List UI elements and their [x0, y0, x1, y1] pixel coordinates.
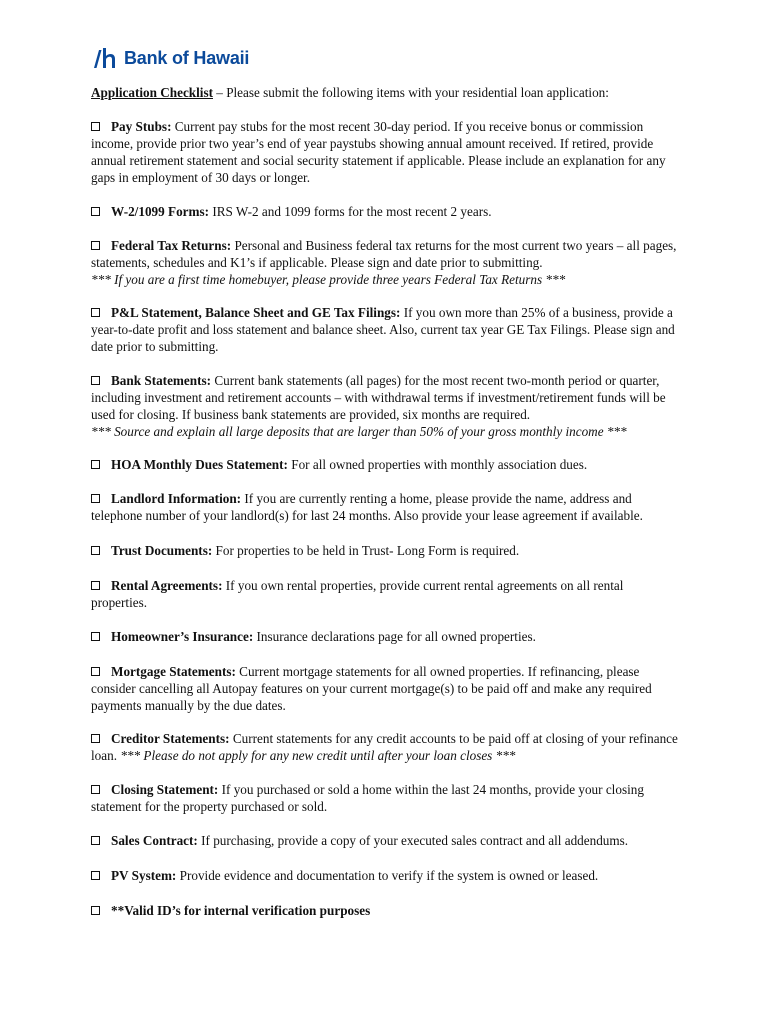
checklist-item-homeowners-insurance	[91, 628, 681, 645]
item-text: Current pay stubs for the most recent 30-day period. If you receive bonus or commission income, provide prior two year’s end of year paystubs showing annual amount received. If retired, provide annual retirement statement and social security statement if applicable. Please include an explanation for any gaps in employment of 30 days or longer.	[91, 119, 666, 185]
item-label: Closing Statement:	[111, 782, 219, 797]
checklist-item-w2-1099	[91, 203, 681, 220]
item-label: Creditor Statements:	[111, 731, 230, 746]
checklist-heading: Application Checklist	[91, 85, 213, 100]
checklist-item-pv-system	[91, 867, 681, 884]
item-note: *** If you are a first time homebuyer, please provide three years Federal Tax Returns ***	[91, 272, 566, 287]
item-text: Personal and Business federal tax returns for the most current two years – all pages, statements, schedules and K1’s if applicable. Please sign and date prior to submitting.	[91, 238, 677, 270]
checklist-item-bank-statements	[91, 372, 681, 440]
checklist-item-closing-statement	[91, 781, 681, 815]
item-text: If you purchased or sold a home within the last 24 months, provide your closing statement for the property purchased or sold.	[91, 782, 644, 814]
item-note: *** Please do not apply for any new credit until after your loan closes ***	[120, 748, 516, 763]
checkbox-icon[interactable]	[91, 494, 100, 503]
item-label: Landlord Information:	[111, 491, 242, 506]
item-text: If purchasing, provide a copy of your executed sales contract and all addendums.	[197, 833, 629, 848]
item-text: IRS W-2 and 1099 forms for the most recent 2 years.	[209, 204, 492, 219]
bank-logo-icon	[92, 47, 118, 69]
item-text: Current bank statements (all pages) for the most recent two-month period or quarter, including investment and retirement accounts – with withdrawal terms if investment/retirement funds will be used for closing. If business bank statements are provided, six months are required.	[91, 373, 666, 422]
checklist-item-valid-ids	[91, 902, 681, 919]
checkbox-icon[interactable]	[91, 207, 100, 216]
checkbox-icon[interactable]	[91, 308, 100, 317]
checkbox-icon[interactable]	[91, 836, 100, 845]
checkbox-icon[interactable]	[91, 871, 100, 880]
item-label: P&L Statement, Balance Sheet and GE Tax Filings:	[111, 305, 401, 320]
item-label: Mortgage Statements:	[111, 664, 236, 679]
item-label: Federal Tax Returns:	[111, 238, 232, 253]
item-label: PV System:	[111, 868, 177, 883]
item-text: If you own rental properties, provide current rental agreements on all rental properties.	[91, 578, 624, 610]
checkbox-icon[interactable]	[91, 581, 100, 590]
item-label: Trust Documents:	[111, 543, 213, 558]
item-text: Current statements for any credit accounts to be paid off at closing of your refinance loan.	[91, 731, 678, 763]
item-label: W-2/1099 Forms:	[111, 204, 210, 219]
item-note: *** Source and explain all large deposits that are larger than 50% of your gross monthly income ***	[91, 424, 627, 439]
item-label: Rental Agreements:	[111, 578, 223, 593]
bank-logo	[92, 47, 249, 69]
checklist-item-pay-stubs	[91, 118, 681, 186]
checklist-item-hoa-dues	[91, 456, 681, 473]
checkbox-icon[interactable]	[91, 241, 100, 250]
item-text: Insurance declarations page for all owned properties.	[253, 629, 536, 644]
item-label: Homeowner’s Insurance:	[111, 629, 254, 644]
intro-text: – Please submit the following items with your residential loan application:	[213, 85, 609, 100]
checkbox-icon[interactable]	[91, 906, 100, 915]
checkbox-icon[interactable]	[91, 785, 100, 794]
checklist-item-pl-statement	[91, 304, 681, 355]
checkbox-icon[interactable]	[91, 734, 100, 743]
item-text: Current mortgage statements for all owned properties. If refinancing, please consider cancelling all Autopay features on your current mortgage(s) to be paid off and make any required payments manually by the due dates.	[91, 664, 652, 713]
checklist-item-rental-agreements	[91, 577, 681, 611]
item-text: For all owned properties with monthly association dues.	[287, 457, 588, 472]
item-label: HOA Monthly Dues Statement:	[111, 457, 288, 472]
item-label: Sales Contract:	[111, 833, 198, 848]
checkbox-icon[interactable]	[91, 632, 100, 641]
item-label: Pay Stubs:	[111, 119, 172, 134]
checklist-item-landlord-information	[91, 490, 681, 524]
checkbox-icon[interactable]	[91, 667, 100, 676]
checklist-item-federal-tax-returns	[91, 237, 681, 288]
checklist-item-mortgage-statements	[91, 663, 681, 714]
checklist-item-creditor-statements	[91, 730, 681, 764]
item-text: If you own more than 25% of a business, provide a year-to-date profit and loss statement and balance sheet. Also, current tax year GE Tax Filings. Please sign and date prior to submitting.	[91, 305, 675, 354]
checkbox-icon[interactable]	[91, 376, 100, 385]
checklist-item-sales-contract	[91, 832, 681, 849]
checkbox-icon[interactable]	[91, 546, 100, 555]
item-label: Bank Statements:	[111, 373, 212, 388]
bank-name: Bank of Hawaii	[124, 47, 250, 68]
item-text: If you are currently renting a home, please provide the name, address and telephone number of your landlord(s) for last 24 months. Also provide your lease agreement if available.	[91, 491, 643, 523]
intro-line	[91, 84, 691, 101]
checkbox-icon[interactable]	[91, 122, 100, 131]
item-label: **Valid ID’s for internal verification purposes	[111, 903, 371, 918]
checklist-item-trust-documents	[91, 542, 681, 559]
item-text: For properties to be held in Trust- Long Form is required.	[212, 543, 520, 558]
checkbox-icon[interactable]	[91, 460, 100, 469]
item-text: Provide evidence and documentation to verify if the system is owned or leased.	[176, 868, 599, 883]
